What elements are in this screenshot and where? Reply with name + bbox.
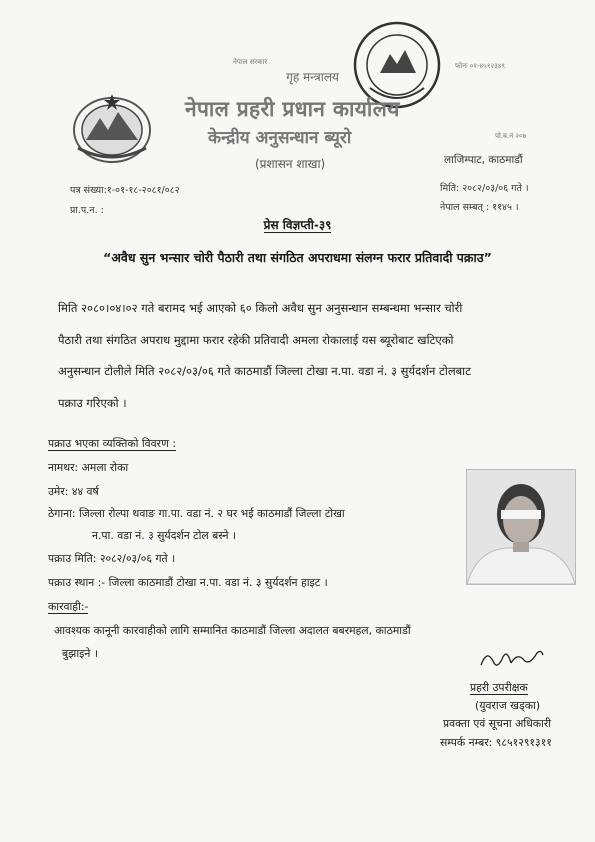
paragraph-line: मिति २०८०।०४।०२ गते बरामद भई आएको ६० किलो अवैध सुन अनुसन्धान सम्बन्धमा भन्सार चोरी [58, 301, 463, 315]
po-box: पो.ब.नं २०७ [495, 132, 527, 140]
body-paragraph [58, 293, 553, 419]
bureau-name: केन्द्रीय अनुसन्धान ब्यूरो [208, 128, 352, 148]
handwritten-signature [477, 645, 547, 675]
action-line-1: आवश्यक कानूनी कारवाहीको लागि सम्मानित काठमाडौं जिल्ला अदालत बबरमहल, काठमाडौं [54, 624, 411, 637]
details-heading: पक्राउ भएका व्यक्तिको विवरण : [48, 437, 176, 450]
govt-small-label: नेपाल सरकार [233, 58, 268, 66]
detail-address: ठेगाना: जिल्ला रोल्पा थवाङ गा.पा. वडा नं. २ घर भई काठमाडौं जिल्ला टोखा [48, 507, 345, 520]
location: लाजिम्पाट, काठमाडौं [444, 154, 523, 166]
nepal-year: नेपाल सम्बत् : ११४५ । [440, 202, 519, 213]
person-silhouette-icon [467, 470, 575, 584]
action-heading: कारवाही:- [48, 600, 89, 613]
detail-arrest-date: पक्राउ मिति: २०८२/०३/०६ गते । [48, 552, 176, 565]
action-line-2: बुझाइने । [62, 647, 98, 660]
detail-address-cont: न.पा. वडा नं. ३ सुर्यदर्शन टोल बस्ने । [92, 529, 236, 542]
issue-date: मिति: २०८२/०३/०६ गते । [440, 183, 529, 194]
nepal-emblem-logo [68, 88, 156, 168]
detail-age: उमेर: ४४ वर्ष [48, 485, 99, 498]
paragraph-line: पैठारी तथा संगठित अपराध मुद्दामा फरार रहेकी प्रतिवादी अमला रोकालाई यस ब्यूरोबाट खटिएको [58, 332, 454, 347]
signatory-name: (युवराज खड्का) [475, 699, 541, 712]
press-release-subtitle: “अवैध सुन भन्सार चोरी पैठारी तथा संगठित अपराधमा संलग्न फरार प्रतिवादी पक्राउ” [103, 250, 492, 265]
suspect-photo [466, 469, 576, 585]
phone-small-label: फोनः ०१-४५१२३४९ [455, 62, 506, 70]
branch-name: (प्रशासन शाखा) [255, 157, 326, 171]
letter-number: पत्र संख्या:१-०१-१८-२०८१/०८२ [70, 185, 180, 196]
ministry-name: गृह मन्त्रालय [286, 70, 339, 84]
detail-arrest-place: पक्राउ स्थान :- जिल्ला काठमाडौं टोखा न.पा. वडा नं. ३ सुर्यदर्शन हाइट । [48, 576, 328, 589]
detail-name: नामथर: अमला रोका [48, 461, 129, 474]
signatory-rank: प्रहरी उपरीक्षक [470, 681, 528, 694]
signatory-role: प्रवक्ता एवं सूचना अधिकारी [443, 717, 552, 730]
contact-number: सम्पर्क नम्बर: ९८५१२९१३११ [440, 736, 552, 749]
paragraph-line: अनुसन्धान टोलीले मिति २०८२/०३/०६ गते काठमाडौं जिल्ला टोखा न.पा. वडा नं. ३ सुर्यदर्शन टोलबाट [58, 364, 471, 378]
pra-pa-number: प्रा.प.न. : [70, 205, 104, 216]
paragraph-line: पक्राउ गरिएको । [58, 395, 127, 410]
office-name: नेपाल प्रहरी प्रधान कार्यालय [185, 97, 400, 121]
press-release-title: प्रेस विज्ञप्ती-३९ [263, 218, 332, 232]
